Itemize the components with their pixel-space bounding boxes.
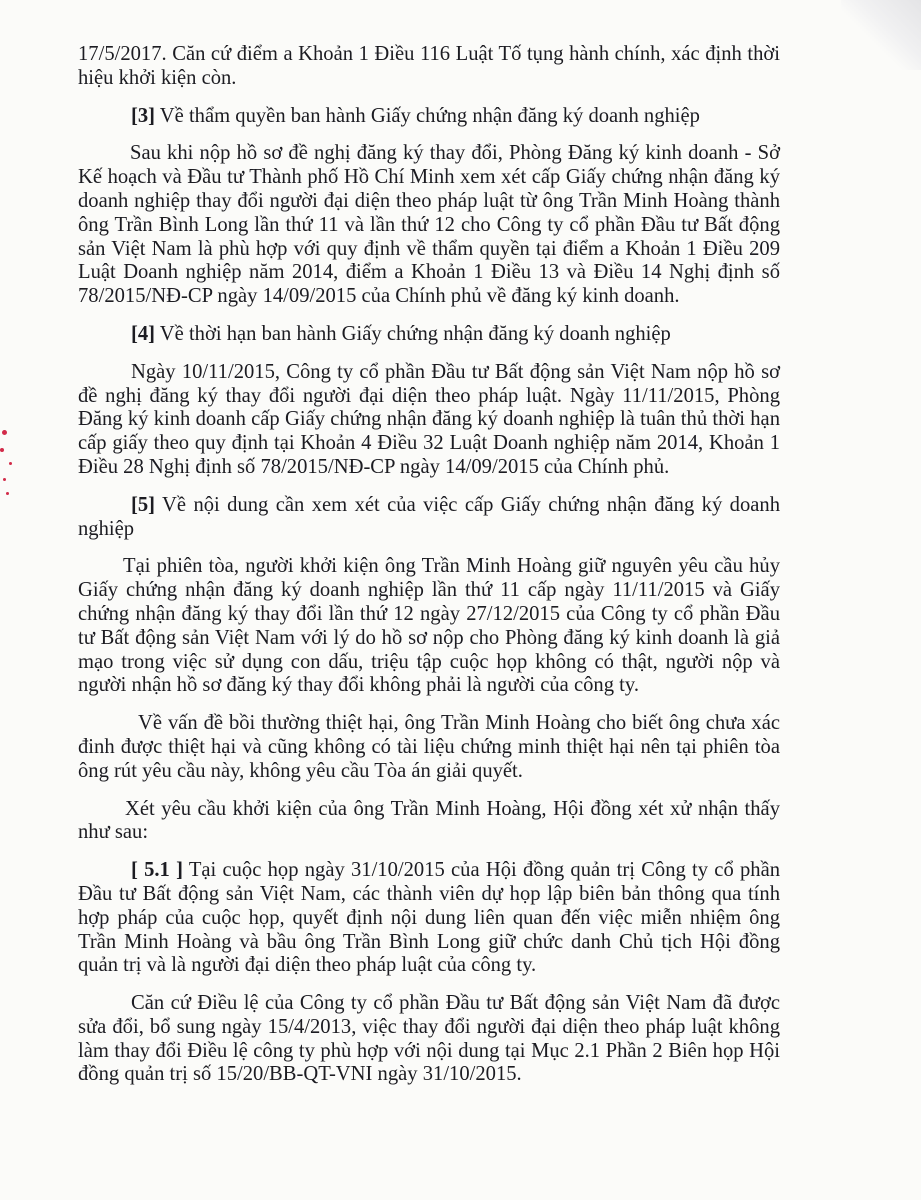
section-number: [3] <box>131 104 156 127</box>
paragraph: Sau khi nộp hồ sơ đề nghị đăng ký thay đổi, Phòng Đăng ký kinh doanh - Sở Kế hoạch và Đầu tư Thành phố Hồ Chí Minh xem xét cấp Giấy chứng nhận đăng ký doanh nghiệp thay đổi người đại diện theo pháp luật từ ông Trần Minh Hoàng thành ông Trần Bình Long lần thứ 11 và lần thứ 12 cho Công ty cổ phần Đầu tư Bất động sản Việt Nam là phù hợp với quy định về thẩm quyền tại điểm a Khoản 1 Điều 209 Luật Doanh nghiệp năm 2014, điểm a Khoản 1 Điều 13 và Điều 14 Nghị định số 78/2015/NĐ-CP ngày 14/09/2015 của Chính phủ về đăng ký kinh doanh. <box>78 142 780 308</box>
document-body <box>78 43 780 1087</box>
page-corner-shadow <box>841 0 921 70</box>
section-number: [5] <box>131 493 156 516</box>
section-heading-4 <box>78 323 780 347</box>
paragraph: Tại cuộc họp ngày 31/10/2015 của Hội đồng quản trị Công ty cổ phần Đầu tư Bất động sản Việt Nam, các thành viên dự họp lập biên bản thông qua tính hợp pháp của cuộc họp, quyết định nội dung liên quan đến việc miễn nhiệm ông Trần Minh Hoàng và bầu ông Trần Bình Long giữ chức danh Chủ tịch Hội đồng quản trị và là người đại diện theo pháp luật của công ty. <box>78 859 781 977</box>
paragraph: Căn cứ Điều lệ của Công ty cổ phần Đầu tư Bất động sản Việt Nam đã được sửa đổi, bổ sung ngày 15/4/2013, việc thay đổi người đại diện theo pháp luật không làm thay đổi Điều lệ công ty phù hợp với nội dung tại Mục 2.1 Phần 2 Biên họp Hội đồng quản trị số 15/20/BB-QT-VNI ngày 31/10/2015. <box>78 992 780 1086</box>
paragraph-intro: 17/5/2017. Căn cứ điểm a Khoản 1 Điều 116 Luật Tố tụng hành chính, xác định thời hiệu khởi kiện còn. <box>78 43 780 89</box>
section-heading-text: Về thẩm quyền ban hành Giấy chứng nhận đăng ký doanh nghiệp <box>159 104 700 127</box>
subsection-number: [ 5.1 ] <box>131 859 183 882</box>
subsection-5-1 <box>78 859 780 978</box>
red-ink-speck <box>2 430 7 435</box>
section-heading-text: Về nội dung cần xem xét của việc cấp Giấy chứng nhận đăng ký doanh nghiệp <box>78 493 780 540</box>
red-ink-speck <box>9 462 12 465</box>
paragraph: Tại phiên tòa, người khởi kiện ông Trần Minh Hoàng giữ nguyên yêu cầu hủy Giấy chứng nhận đăng ký doanh nghiệp lần thứ 11 cấp ngày 11/11/2015 và Giấy chứng nhận đăng ký thay đổi lần thứ 12 ngày 27/12/2015 của Công ty cổ phần Đầu tư Bất động sản Việt Nam với lý do hồ sơ nộp cho Phòng đăng ký kinh doanh là giả mạo trong việc sử dụng con dấu, triệu tập cuộc họp không có thật, người nộp và người nhận hồ sơ đăng ký thay đổi không phải là người của công ty. <box>78 555 780 697</box>
section-number: [4] <box>131 322 156 345</box>
red-ink-speck <box>3 478 6 481</box>
section-heading-5 <box>78 494 780 542</box>
section-heading-text: Về thời hạn ban hành Giấy chứng nhận đăng ký doanh nghiệp <box>159 322 671 345</box>
section-heading-3 <box>78 105 780 129</box>
paragraph: Về vấn đề bồi thường thiệt hại, ông Trần Minh Hoàng cho biết ông chưa xác đinh được thiệt hại và cũng không có tài liệu chứng minh thiệt hại nên tại phiên tòa ông rút yêu cầu này, không yêu cầu Tòa án giải quyết. <box>78 712 780 782</box>
paragraph: Ngày 10/11/2015, Công ty cổ phần Đầu tư Bất động sản Việt Nam nộp hồ sơ đề nghị đăng ký thay đổi người đại diện theo pháp luật. Ngày 11/11/2015, Phòng Đăng ký kinh doanh cấp Giấy chứng nhận đăng ký doanh nghiệp là tuân thủ thời hạn cấp giấy theo quy định tại Khoản 4 Điều 32 Luật Doanh nghiệp năm 2014, Khoản 1 Điều 28 Nghị định số 78/2015/NĐ-CP ngày 14/09/2015 của Chính phủ. <box>78 360 780 478</box>
red-ink-speck <box>6 492 9 495</box>
red-ink-speck <box>0 448 4 452</box>
paragraph: Xét yêu cầu khởi kiện của ông Trần Minh Hoàng, Hội đồng xét xử nhận thấy như sau: <box>78 797 780 844</box>
